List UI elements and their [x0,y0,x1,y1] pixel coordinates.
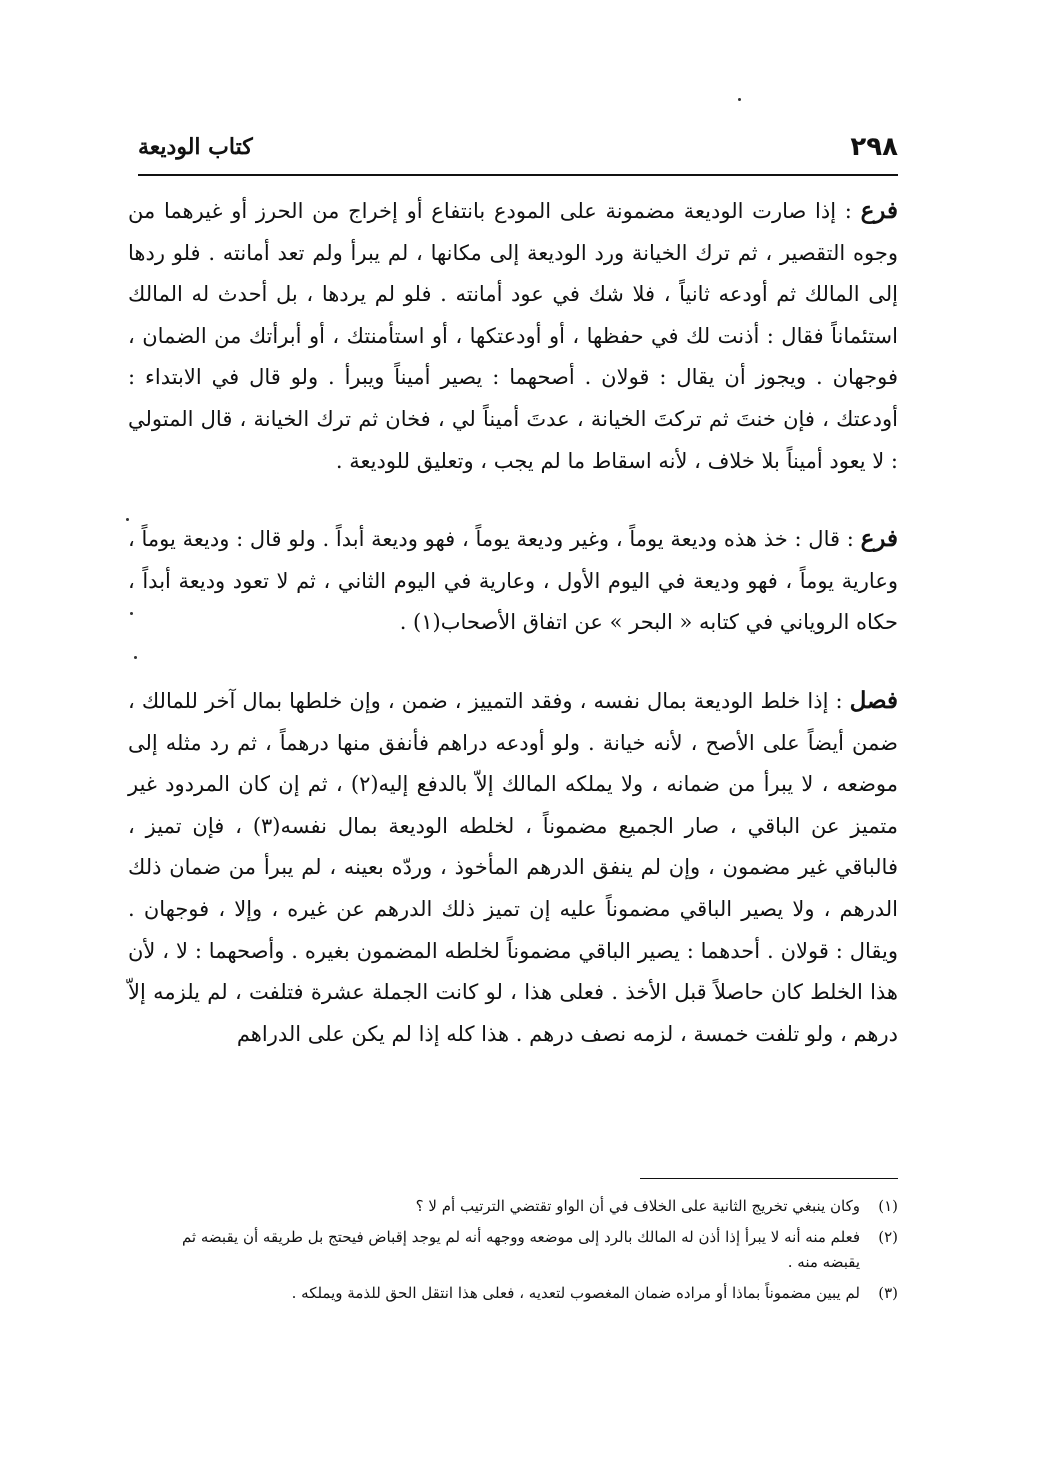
footnote-number: (٣) [878,1284,898,1302]
footnote-text: وكان ينبغي تخريج الثانية على الخلاف في أن الواو تقتضي الترتيب أم لا ؟ [415,1197,860,1215]
footnote-rule [640,1178,898,1179]
scan-speck [130,612,133,615]
main-text [128,190,898,1091]
footnote-text: فعلم منه أنه لا يبرأ إذا أذن له المالك بالرد إلى موضعه ووجهه أنه لم يوجد إقباض فيحتج بل طريقه أن يقبضه ثم يقبضه منه . [181,1228,860,1271]
footnote-2 [160,1225,898,1275]
footnote-number: (١) [878,1197,898,1215]
section-lead: فرع [860,525,898,553]
footnote-text: لم يبين مضموناً بماذا أو مراده ضمان المغصوب لتعديه ، فعلى هذا انتقل الحق للذمة ويملكه . [291,1284,860,1302]
paragraph-far-2 [128,518,898,644]
header-rule [138,174,898,176]
page-number: ٢٩٨ [850,132,898,162]
footnote-3 [160,1281,898,1306]
page-header [138,128,898,174]
paragraph-text: : إذا خلط الوديعة بمال نفسه ، وفقد التمييز ، ضمن ، وإن خلطها بمال آخر للمالك ، ضمن أيضاً على الأصح ، لأنه خيانة . ولو أودعه دراهم فأنفق منها درهماً ، ثم رد مثله إلى موضعه ، لا يبرأ من ضمانه ، ولا يملكه المالك إلاّ بالدفع إليه(٢) ، ثم إن كان المردود غير متميز عن الباقي ، صار الجميع مضموناً ، لخلطه الوديعة بمال نفسه(٣) ، فإن تميز ، فالباقي غير مضمون ، وإن لم ينفق الدرهم المأخوذ ، وردّه بعينه ، لم يبرأ من ضمان ذلك الدرهم ، ولا يصير الباقي مضموناً عليه إن تميز ذلك الدرهم عن غيره ، وإلا ، فوجهان . ويقال : قولان . أحدهما : يصير الباقي مضموناً لخلطه المضمون بغيره . وأصحهما : لا ، لأن هذا الخلط كان حاصلاً قبل الأخذ . فعلى هذا ، لو كانت الجملة عشرة فتلفت ، لم يلزمه إلاّ درهم ، ولو تلفت خمسة ، لزمه نصف درهم . هذا كله إذا لم يكن على الدراهم [128,688,898,1046]
paragraph-text: : قال : خذ هذه وديعة يوماً ، وغير وديعة يوماً ، فهو وديعة أبداً . ولو قال : وديعة يوماً ، وعارية يوماً ، فهو وديعة في اليوم الأول ، وعارية في اليوم الثاني ، ثم لا تعود وديعة أبداً ، حكاه الروياني في كتابه « البحر » عن اتفاق الأصحاب(١) . [128,527,898,635]
running-title: كتاب الوديعة [138,134,253,160]
section-lead: فرع [860,197,898,224]
footnotes [160,1194,898,1312]
section-lead: فصل [849,686,898,714]
footnote-number: (٢) [878,1228,898,1246]
scan-speck [126,518,129,521]
paragraph-fasl [128,680,898,1055]
scan-speck [738,98,741,101]
scan-speck [134,656,137,659]
paragraph-text: : إذا صارت الوديعة مضمونة على المودع بانتفاع أو إخراج من الحرز أو غيرهما من وجوه التقصير ، ثم ترك الخيانة ورد الوديعة إلى مكانها ، لم يبرأ ولم تعد أمانته . فلو ردها إلى المالك ثم أودعه ثانياً ، فلا شك في عود أمانته . فلو لم يردها ، بل أحدث له المالك استئماناً فقال : أذنت لك في حفظها ، أو أودعتكها ، أو استأمنتك ، أو أبرأتك من الضمان ، فوجهان . ويجوز أن يقال : قولان . أصحهما : يصير أميناً ويبرأ . ولو قال في الابتداء : أودعتك ، فإن خنتَ ثم تركتَ الخيانة ، عدتَ أميناً لي ، فخان ثم ترك الخيانة ، قال المتولي : لا يعود أميناً بلا خلاف ، لأنه اسقاط ما لم يجب ، وتعليق للوديعة . [128,199,899,473]
paragraph-far-1 [128,190,898,482]
footnote-1 [160,1194,898,1219]
